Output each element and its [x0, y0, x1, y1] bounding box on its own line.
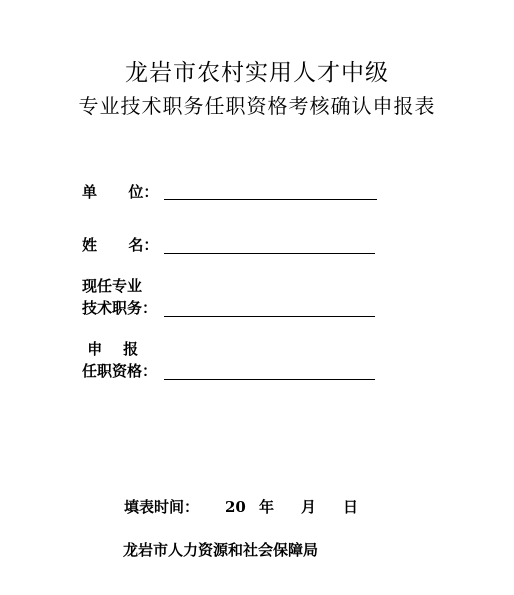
- name-label: 姓 名：: [82, 236, 159, 254]
- apply-qualification-label-line-1: 申 报: [82, 340, 139, 358]
- unit-input-line[interactable]: [164, 199, 377, 200]
- current-title-label-line-2: 技术职务：: [82, 299, 158, 317]
- current-title-input-line[interactable]: [164, 316, 375, 317]
- apply-qualification-input-line[interactable]: [164, 379, 375, 380]
- fill-date-year-prefix: 20: [225, 498, 246, 516]
- current-title-label-line-1: 现任专业: [82, 277, 143, 295]
- title-line-1: 龙岩市农村实用人才中级: [125, 60, 389, 86]
- fill-date-year: 年: [259, 498, 275, 516]
- fill-date-month: 月: [301, 498, 317, 516]
- apply-qualification-label-line-2: 任职资格：: [82, 362, 158, 380]
- title-line-2: 专业技术职务任职资格考核确认申报表: [78, 94, 436, 118]
- fill-date-day: 日: [343, 498, 359, 516]
- issuer-name: 龙岩市人力资源和社会保障局: [123, 541, 319, 559]
- name-input-line[interactable]: [164, 253, 375, 254]
- fill-date-label: 填表时间：: [124, 498, 200, 516]
- unit-label: 单 位：: [82, 183, 159, 201]
